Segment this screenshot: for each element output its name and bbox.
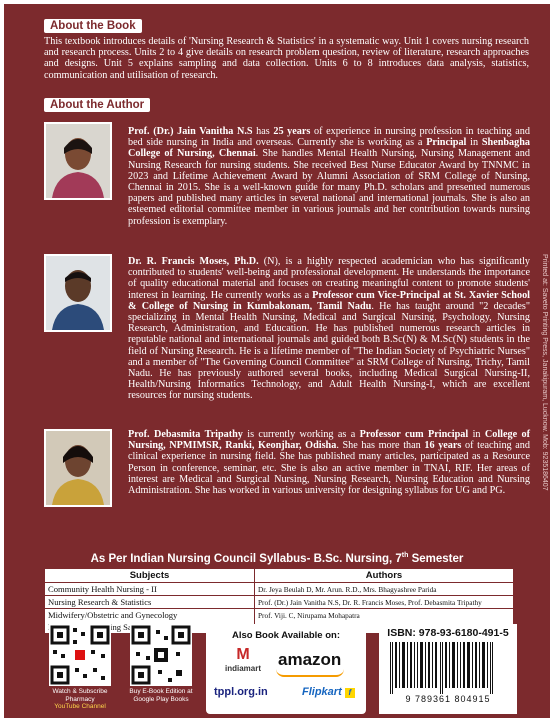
author-photo-3 [44, 429, 112, 507]
author-bio-1-a: Prof. (Dr.) Jain Vanitha N.S has 25 years of experience in nursing profession in teaching and bed side nursing in India and overseas. Currently she is working as a Principal in Shenbagha College of Nursing, Chennai. She handles Mental Health Nursing, Nursing Management and Nursing Research for nursing students. She received Best Nurse Educator Award by TNNMC in 2023 and Lifetime Achievement Award by Alumni Association of SRM College of Nursing, Chennai in 2015. She is a well-known guide for many Ph.D. scholars and presented numerous papers and published many articles in several national and international journals. She is also an esteemed editorial committee member in various journals and her contribution towards nursing profession is exemplary. [128, 126, 530, 227]
indiamart-link[interactable]: M indiamart [218, 646, 268, 673]
printer-imprint: Printed at: Saveto Printing Press, Janakipuram, Lucknow. Mob: 9235186407 [541, 254, 548, 491]
barcode-icon [384, 642, 512, 694]
table-row: Midwifery/Obstetric and Gynecology Prof. Viji. C, Nirupama Mohapatra [45, 609, 514, 622]
about-author-heading: About the Author [44, 98, 150, 112]
youtube-qr[interactable]: Watch & Subscribe Pharmacy YouTube Channel [44, 624, 116, 711]
author-bio-3: Prof. Debasmita Tripathy is currently working as a Professor cum Principal in College of Nursing, NPMIMSR, Ranki, Keonjhar, Odisha. She has more than 16 years of teaching and clinical experience in nursing field. She has published many articles, participated as a Resource Person in conference, seminar, etc. She is also an active member in TNAI, RIF. Her areas of interest are Medical and Surgical Nursing, Nursing Research, Nursing Education and Nursing Administration. She has worked in various university for designing syllabus for UG and PG. [128, 429, 530, 497]
qr-code-icon [49, 624, 111, 686]
indiamart-icon: M [236, 646, 250, 663]
author-bio-2: Dr. R. Francis Moses, Ph.D. (N), is a highly respected academician who has significantly contributed to students' well-being and professional development. He understands the importance of quality educational material and focuses on creating meaningful content to promote students' interest in learning. He currently works as a Professor cum Vice-Principal at St. Xavier School & College of Nursing in Kumbakonam, Tamil Nadu. He has taught around "2 decades" specializing in Mental Health Nursing, Medical and Surgical Nursing, Psychology, Nursing Research, Administration, and Education. He has published numerous research articles in reputable national and international journals and guided both B.Sc(N) & M.Sc(N) students in the field of Nursing Research. He is a lifetime member of "The Indian Society of Psychiatric Nurses" and a member of "The Governing Council Committee" at SRM College of Nursing, Trichy, Tamil Nadu. He has previously authored several books, including Medical Surgical Nursing-II, Health/Nursing Informatics Technology, and Adult Health Nursing-I, which are excellent resources for nursing students. [128, 256, 530, 402]
amazon-smile-icon [276, 669, 344, 677]
isbn-label: ISBN: 978-93-6180-491-5 [387, 627, 509, 639]
flipkart-link[interactable]: Flipkart f [302, 686, 355, 698]
also-available-box [206, 624, 366, 714]
about-book-heading: About the Book [44, 19, 142, 33]
back-cover [4, 4, 550, 718]
qr-code-icon [130, 624, 192, 686]
google-play-qr[interactable]: Buy E-Book Edition at Google Play Books [122, 624, 200, 703]
syllabus-line: As Per Indian Nursing Council Syllabus- B.Sc. Nursing, 7th Semester [90, 552, 464, 565]
table-row: Nursing Research & Statistics Prof. (Dr.) Jain Vanitha N.S, Dr. R. Francis Moses, Prof. Debasmita Tripathy [45, 596, 514, 609]
tppl-link[interactable]: tppl.org.in [214, 686, 268, 698]
about-book-text: This textbook introduces details of 'Nursing Research & Statistics' in a systematic way. Unit 1 covers nursing research and research process. Units 2 to 4 give details on research problem question, review of literature, research approaches and designs. Unit 5 explains sampling and data collection. Units 6 to 8 introduces data analysis, statistics, communication and utilisation of research. [44, 36, 529, 81]
table-header-authors: Authors [255, 569, 514, 583]
isbn-box [379, 624, 517, 714]
also-available-heading: Also Book Available on: [231, 630, 341, 641]
table-row: Community Health Nursing - II Dr. Jeya Beulah D, Mr. Arun. R.D., Mrs. Bhagyashree Parida [45, 583, 514, 596]
barcode-digits: 9 789361 804915 [405, 694, 491, 704]
table-header-subjects: Subjects [45, 569, 255, 583]
flipkart-icon: f [345, 688, 355, 698]
author-photo-2 [44, 254, 112, 332]
author-photo-1 [44, 122, 112, 200]
amazon-link[interactable]: amazon [278, 650, 342, 669]
